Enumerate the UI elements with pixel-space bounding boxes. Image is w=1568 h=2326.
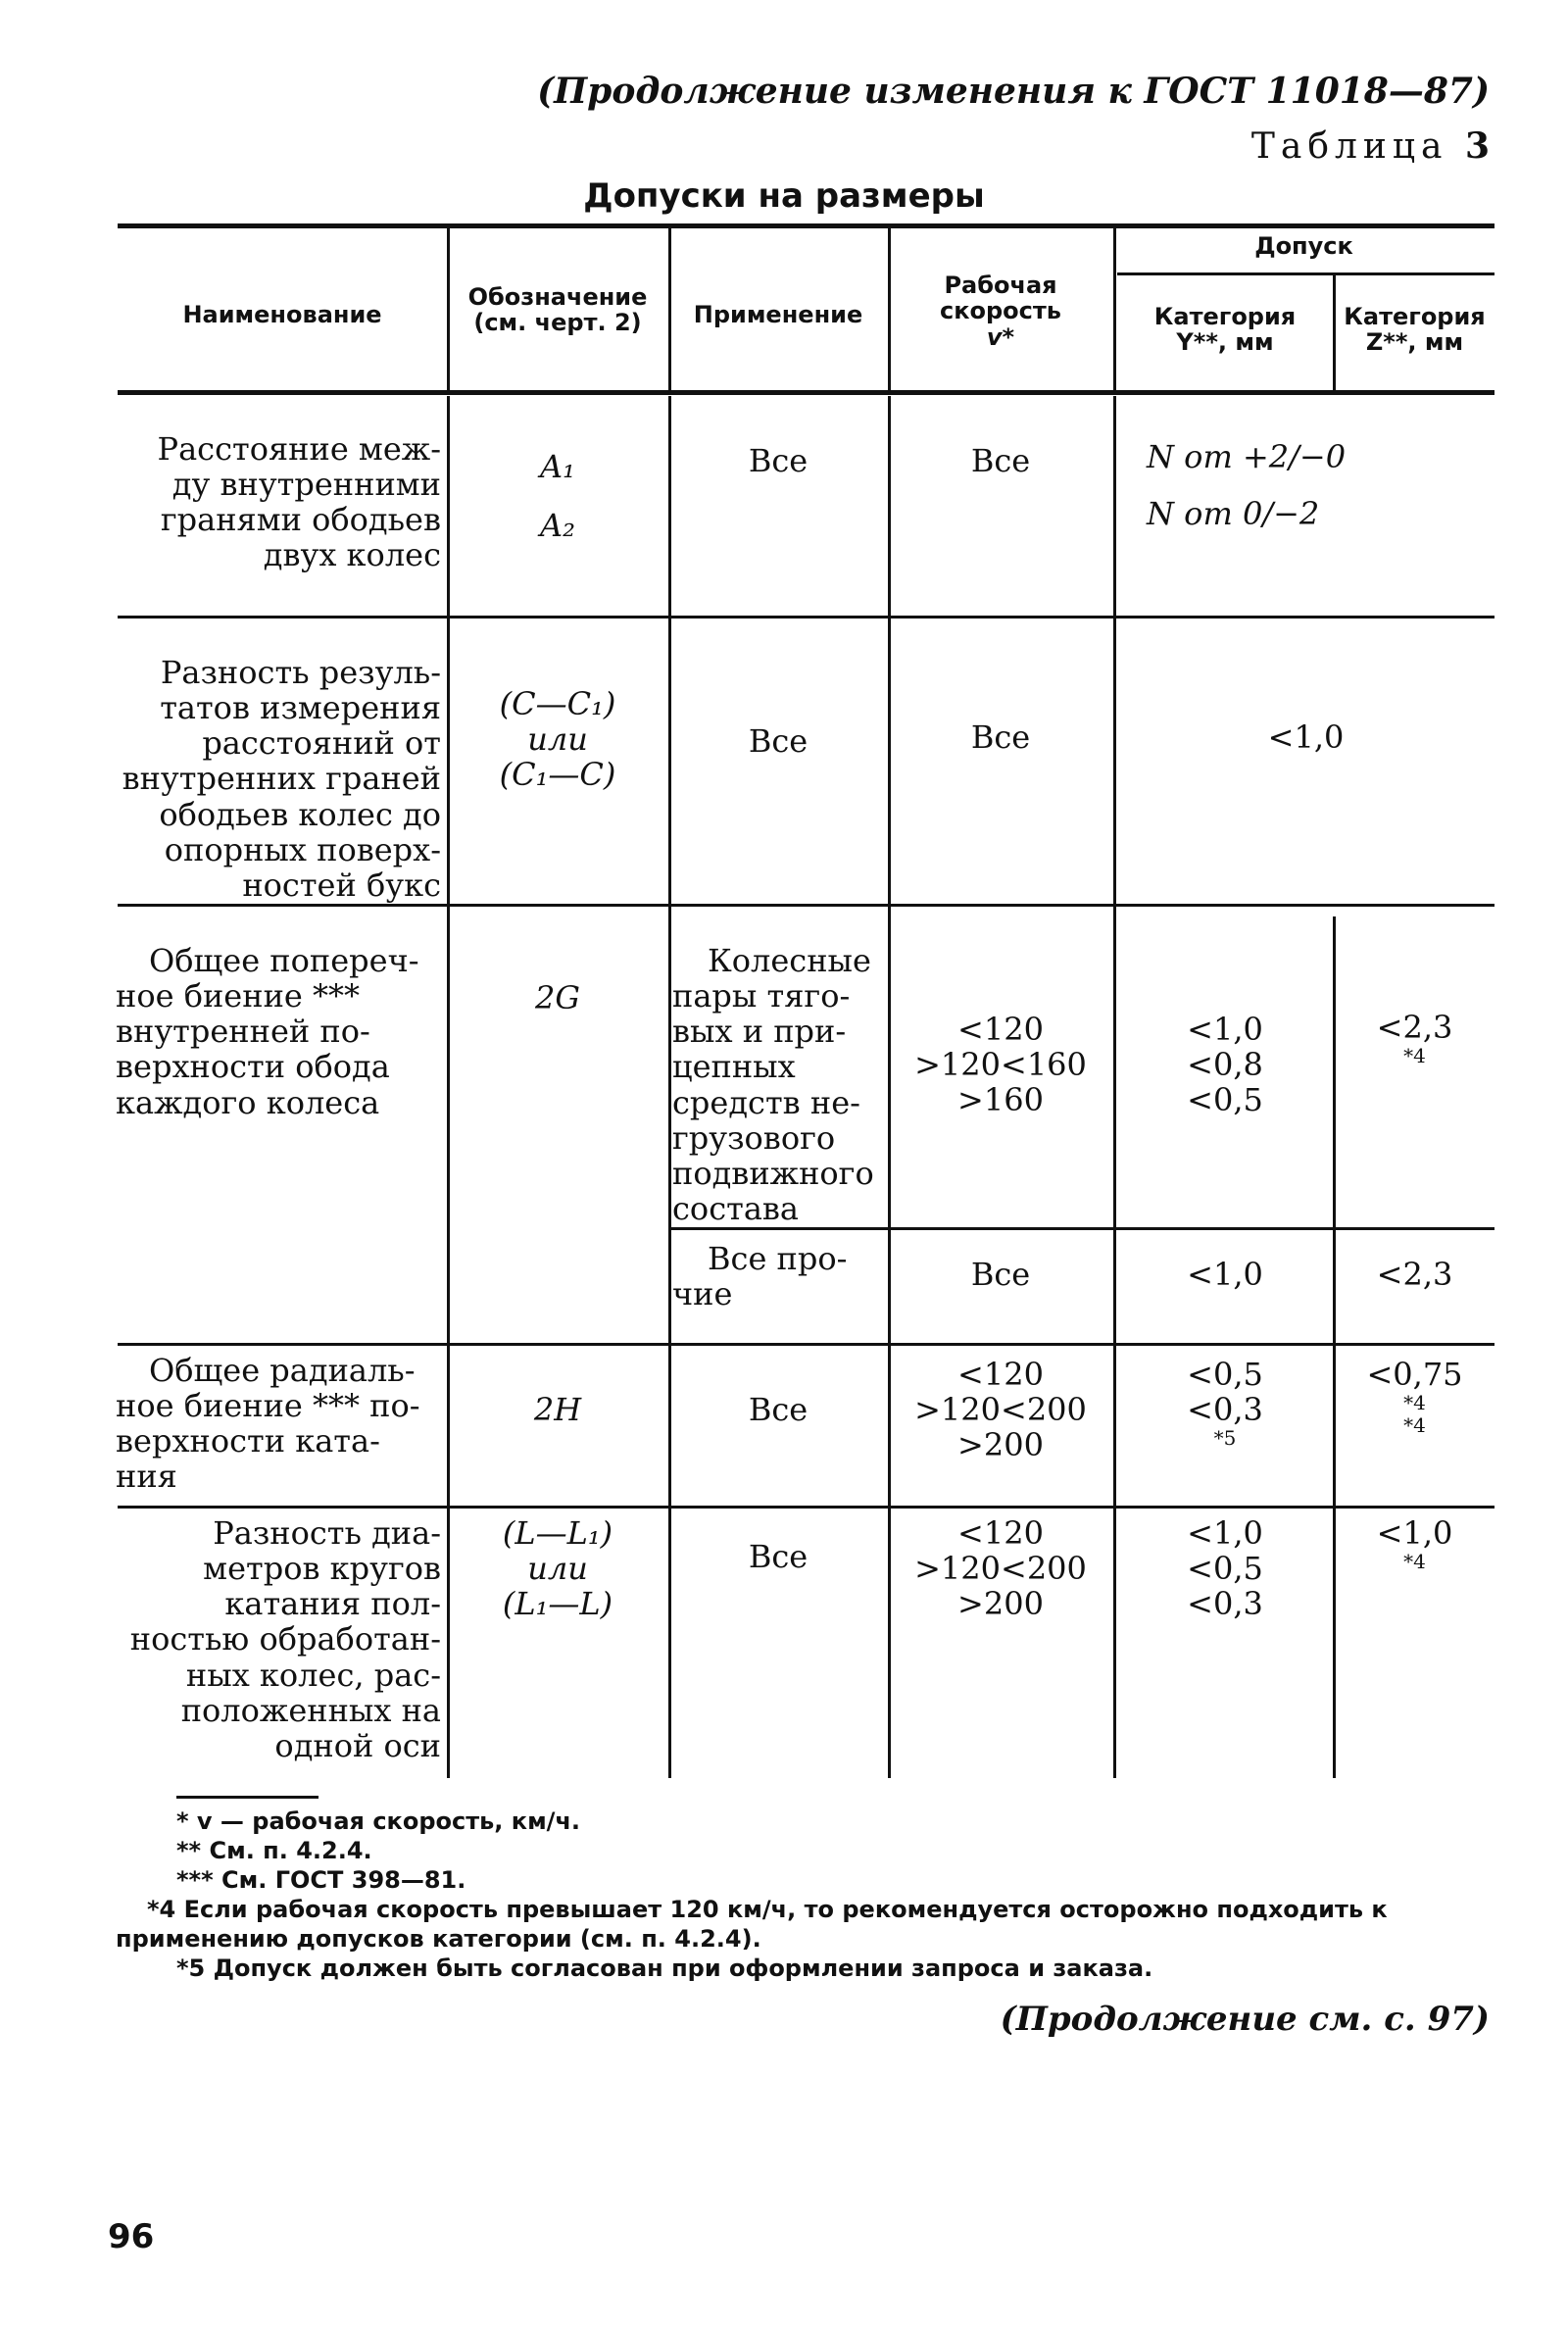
- row3-sub-application-line: чие: [672, 1275, 733, 1313]
- row5-application: Все: [748, 1538, 808, 1575]
- row-rule-4: [118, 1343, 1494, 1346]
- row1-tolerance: [1147, 439, 1480, 531]
- row5-name: [108, 1515, 441, 1763]
- row-rule-5: [118, 1506, 1494, 1509]
- row4-cat-z-value: <0,75: [1366, 1356, 1463, 1393]
- row5-name-line: метров кругов: [203, 1550, 441, 1588]
- designation-line2: (см. черт. 2): [473, 309, 642, 337]
- row3-application-line: вых и при-: [672, 1013, 847, 1051]
- row1-name-line: гранями ободьев: [160, 501, 441, 539]
- body-divider-4: [1113, 396, 1116, 1778]
- row5-cat-z-note: *4: [1403, 1550, 1426, 1574]
- designation-line1: Обозначение: [467, 283, 648, 311]
- row2-tolerance: <1,0: [1267, 718, 1345, 756]
- row3-cat-z-note: *4: [1403, 1044, 1426, 1068]
- row3-designation: 2G: [535, 979, 580, 1016]
- row5-name-line: катания пол-: [224, 1585, 441, 1623]
- row4-speed-value: >120<200: [914, 1391, 1087, 1429]
- row5-speed-value: <120: [957, 1514, 1044, 1552]
- row4-name-line: ное биение *** по-: [116, 1387, 420, 1425]
- col-header-name: Наименование: [182, 301, 382, 328]
- row2-name-line: татов измерения: [160, 689, 441, 727]
- row4-cat-z-note: *4: [1403, 1412, 1426, 1437]
- row3-cat-y-value: <0,8: [1187, 1046, 1263, 1084]
- row3-application-line: средств не-: [672, 1083, 860, 1121]
- row2-designation-3: (C₁—C): [499, 756, 616, 794]
- row3-cat-y-value: <1,0: [1187, 1011, 1263, 1048]
- row1-designation-a1: A₁: [540, 448, 575, 485]
- row3-application-line: грузового: [672, 1118, 836, 1157]
- row5-speed: [888, 1515, 1113, 1621]
- row5-designation-1: (L—L₁): [502, 1514, 613, 1552]
- row3-cat-y: [1117, 1012, 1333, 1117]
- row4-speed: [888, 1357, 1113, 1462]
- row2-name: [108, 655, 441, 903]
- row3-name: [116, 943, 449, 1120]
- row4-name: [116, 1353, 449, 1495]
- row1-name: [118, 431, 441, 573]
- header-bottom-rule: [118, 390, 1494, 395]
- col-header-cat-z: [1335, 304, 1494, 356]
- row4-name-line: верхности ката-: [116, 1422, 380, 1460]
- footnote-1: * v — рабочая скорость, км/ч.: [176, 1807, 581, 1835]
- row5-designation: [447, 1515, 668, 1621]
- row1-application: Все: [748, 442, 808, 479]
- footnote-4-cont: применению допусков категории (см. п. 4.2.4).: [116, 1925, 761, 1953]
- col-header-designation: [447, 284, 668, 336]
- row-rule-2: [118, 904, 1494, 907]
- row1-name-line: ду внутренними: [172, 466, 441, 504]
- row1-tolerance-1: N от +2/−0: [1147, 438, 1347, 475]
- row5-cat-z: [1335, 1515, 1494, 1573]
- cat-z-line2: Z**, мм: [1365, 328, 1464, 357]
- col-header-speed: [888, 272, 1113, 350]
- row5-cat-z-value: <1,0: [1376, 1514, 1453, 1552]
- row4-name-line: Общее радиаль-: [149, 1352, 416, 1389]
- row-rule-1: [118, 616, 1494, 619]
- row3-speed: [888, 1012, 1113, 1117]
- row4-application: Все: [748, 1391, 808, 1428]
- tolerance-header-rule: [1117, 272, 1494, 275]
- row1-name-line: Расстояние меж-: [157, 430, 441, 468]
- row1-speed: Все: [970, 442, 1031, 479]
- row3-application: [672, 943, 888, 1226]
- row3-application-line: цепных: [672, 1048, 796, 1086]
- row2-name-line: Разность резуль-: [160, 654, 441, 691]
- row1-tolerance-2: N от 0/−2: [1147, 495, 1320, 533]
- row2-speed: Все: [970, 718, 1031, 756]
- row1-designation-a2: A₂: [540, 507, 575, 545]
- col-header-application: Применение: [693, 301, 863, 328]
- row3-sub-cat-z: <2,3: [1376, 1256, 1453, 1293]
- row3-speed-value: >120<160: [914, 1046, 1087, 1084]
- row2-name-line: ободьев колес до: [159, 795, 441, 833]
- row5-cat-y-value: <0,3: [1187, 1585, 1263, 1623]
- speed-line2: скорость: [940, 297, 1061, 325]
- row2-name-line: опорных поверх-: [164, 830, 441, 868]
- footnote-4: *4 Если рабочая скорость превышает 120 км/ч, то рекомендуется осторожно подходить к: [147, 1896, 1388, 1923]
- row2-name-line: внутренних граней: [122, 760, 441, 798]
- page-number: 96: [108, 2217, 155, 2256]
- cat-y-line2: Y**, мм: [1176, 328, 1274, 357]
- footnote-3: *** См. ГОСТ 398—81.: [176, 1866, 466, 1894]
- table-number: 3: [1464, 125, 1490, 167]
- row-rule-3a: [668, 1227, 1494, 1230]
- row3-name-line: каждого колеса: [116, 1083, 380, 1121]
- row3-speed-value: >160: [957, 1081, 1044, 1119]
- table-top-rule: [118, 223, 1494, 228]
- cat-z-line1: Категория: [1344, 303, 1486, 330]
- row3-sub-speed: Все: [970, 1256, 1031, 1293]
- continuation-header: (Продолжение изменения к ГОСТ 11018—87): [537, 71, 1490, 112]
- continuation-footer: (Продолжение см. с. 97): [1000, 2000, 1490, 2039]
- row4-designation: 2H: [533, 1391, 582, 1428]
- row3-sub-application-line: Все про-: [708, 1240, 848, 1277]
- row2-designation: [447, 686, 668, 792]
- row4-cat-y: [1117, 1357, 1333, 1450]
- row1-designation: [447, 449, 668, 543]
- row4-cat-z: [1335, 1357, 1494, 1436]
- footnote-rule: [176, 1796, 318, 1799]
- row3-cat-y-value: <0,5: [1187, 1081, 1263, 1119]
- row3-sub-cat-y: <1,0: [1187, 1256, 1263, 1293]
- cat-y-line1: Категория: [1153, 303, 1297, 330]
- row5-name-line: положенных на: [180, 1691, 441, 1729]
- row4-name-line: ния: [116, 1458, 177, 1496]
- row3-name-line: верхности обода: [116, 1048, 390, 1086]
- row3-name-line: ное биение ***: [116, 977, 360, 1015]
- row5-speed-value: >200: [957, 1585, 1044, 1623]
- row4-cat-y-value: <0,3: [1187, 1391, 1263, 1429]
- row5-cat-y-value: <0,5: [1187, 1550, 1263, 1588]
- row2-application: Все: [748, 722, 808, 760]
- col-header-tolerance: Допуск: [1254, 232, 1353, 260]
- row3-sub-application: [672, 1241, 888, 1311]
- table-label: [1251, 125, 1490, 167]
- row5-name-line: ных колес, рас-: [185, 1656, 441, 1694]
- row5-name-line: ностью обработан-: [129, 1620, 441, 1658]
- row3-cat-z: [1335, 1010, 1494, 1067]
- row2-name-line: ностей букс: [242, 866, 441, 904]
- row3-speed-value: <120: [957, 1011, 1044, 1048]
- table-title: Допуски на размеры: [583, 176, 985, 216]
- row2-designation-2: или: [527, 720, 588, 759]
- row3-application-line: состава: [672, 1190, 799, 1228]
- row5-speed-value: >120<200: [914, 1550, 1087, 1588]
- row5-designation-2: или: [527, 1550, 588, 1588]
- row4-cat-y-value: <0,5: [1187, 1356, 1263, 1393]
- row2-designation-1: (C—C₁): [499, 685, 616, 722]
- row5-name-line: Разность диа-: [213, 1514, 441, 1552]
- row3-application-line: подвижного: [672, 1154, 874, 1192]
- row1-name-line: двух колес: [263, 536, 441, 574]
- row3-application-line: пары тяго-: [672, 977, 851, 1015]
- footnote-5: *5 Допуск должен быть согласован при оформлении запроса и заказа.: [176, 1955, 1153, 1982]
- row3-application-line: Колесные: [708, 942, 871, 979]
- row5-designation-3: (L₁—L): [502, 1585, 613, 1623]
- row2-name-line: расстояний от: [202, 724, 441, 763]
- row3-name-line: внутренней по-: [116, 1013, 370, 1051]
- row5-cat-y-value: <1,0: [1187, 1514, 1263, 1552]
- speed-line3: v*: [986, 322, 1015, 351]
- row4-cat-z-note: *4: [1403, 1391, 1426, 1415]
- row5-cat-y: [1117, 1515, 1333, 1621]
- row4-speed-value: <120: [957, 1356, 1044, 1393]
- row3-cat-z-value: <2,3: [1376, 1009, 1453, 1046]
- footnote-2: ** См. п. 4.2.4.: [176, 1837, 372, 1864]
- row5-name-line: одной оси: [274, 1726, 441, 1764]
- row3-name-line: Общее попереч-: [149, 942, 419, 979]
- col-header-cat-y: [1117, 304, 1333, 356]
- speed-line1: Рабочая: [944, 272, 1057, 299]
- row4-cat-y-note: *5: [1213, 1426, 1237, 1451]
- row4-speed-value: >200: [957, 1426, 1044, 1464]
- table-word: Таблица: [1250, 126, 1448, 167]
